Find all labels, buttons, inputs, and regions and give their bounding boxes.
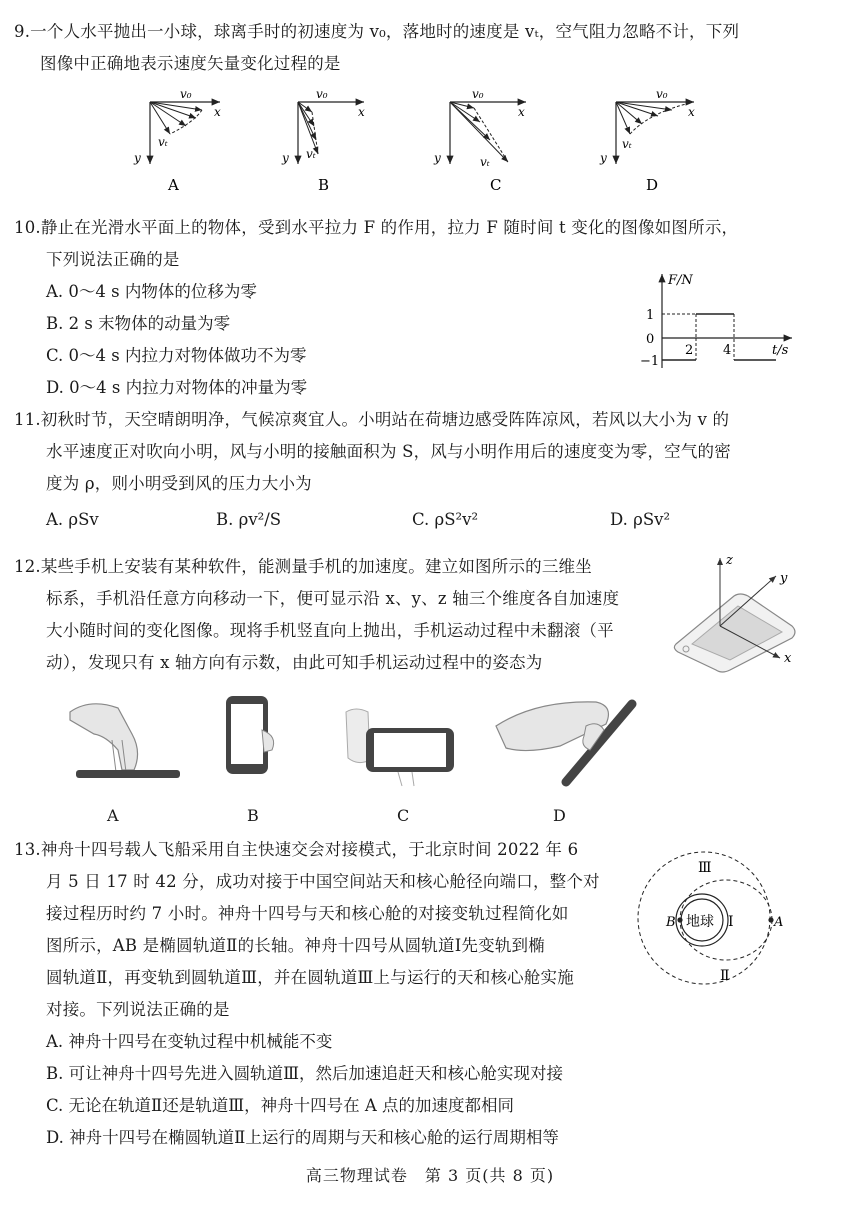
svg-text:x: x bbox=[688, 105, 695, 119]
hand-holding-flat-phone-icon bbox=[70, 704, 180, 778]
svg-text:2: 2 bbox=[685, 343, 694, 358]
svg-text:Ⅲ: Ⅲ bbox=[698, 860, 712, 876]
q12-pose-figures bbox=[50, 690, 710, 790]
svg-text:vₜ: vₜ bbox=[480, 155, 490, 169]
svg-text:Ⅱ: Ⅱ bbox=[720, 968, 730, 984]
svg-text:v₀: v₀ bbox=[656, 87, 668, 101]
q12-stem-line1: 12.某些手机上安装有某种软件，能测量手机的加速度。建立如图所示的三维坐 bbox=[14, 557, 592, 576]
q12-label-b[interactable]: B bbox=[247, 806, 259, 825]
q12-label-d[interactable]: D bbox=[553, 806, 566, 825]
q11-option-c[interactable]: C. ρS²v² bbox=[412, 510, 479, 529]
q9-figures bbox=[120, 86, 760, 198]
svg-text:B: B bbox=[318, 176, 330, 194]
q13-stem-line5: 圆轨道Ⅱ，再变轨到圆轨道Ⅲ，并在圆轨道Ⅲ上与运行的天和核心舱实施 bbox=[46, 968, 574, 987]
q12-stem-line2: 标系，手机沿任意方向移动一下，便可显示沿 x、y、z 轴三个维度各自加速度 bbox=[46, 589, 620, 608]
q11-option-b[interactable]: B. ρv²/S bbox=[216, 510, 282, 529]
q13-option-c[interactable]: C. 无论在轨道Ⅱ还是轨道Ⅲ，神舟十四号在 A 点的加速度都相同 bbox=[46, 1096, 515, 1115]
q13-option-b[interactable]: B. 可让神舟十四号先进入圆轨道Ⅲ，然后加速追赶天和核心舱实现对接 bbox=[46, 1064, 564, 1083]
q13-stem-line4: 图所示，AB 是椭圆轨道Ⅱ的长轴。神舟十四号从圆轨道Ⅰ先变轨到椭 bbox=[46, 936, 545, 955]
q12-stem-line4: 动），发现只有 x 轴方向有示数，由此可知手机运动过程中的姿态为 bbox=[46, 653, 543, 672]
svg-text:A: A bbox=[168, 176, 179, 194]
svg-text:B: B bbox=[666, 915, 676, 930]
svg-text:x: x bbox=[784, 651, 792, 666]
q10-option-a[interactable]: A. 0～4 s 内物体的位移为零 bbox=[46, 282, 257, 301]
q12-label-c[interactable]: C bbox=[397, 806, 410, 825]
q13-stem-line6: 对接。下列说法正确的是 bbox=[46, 1000, 230, 1019]
q10-option-b[interactable]: B. 2 s 末物体的动量为零 bbox=[46, 314, 231, 333]
q12-stem-line3: 大小随时间的变化图像。现将手机竖直向上抛出，手机运动过程中未翻滚（平 bbox=[46, 621, 614, 640]
q10-stem-line2: 下列说法正确的是 bbox=[46, 250, 180, 269]
svg-text:y: y bbox=[780, 571, 788, 586]
svg-text:A: A bbox=[774, 915, 784, 930]
q11-option-a[interactable]: A. ρSv bbox=[46, 510, 99, 529]
q12-label-a[interactable]: A bbox=[107, 806, 119, 825]
svg-text:y: y bbox=[134, 151, 141, 165]
q9-figure-a bbox=[133, 87, 221, 194]
svg-text:C: C bbox=[490, 176, 502, 194]
q12-phone-axes-figure bbox=[664, 548, 844, 678]
svg-text:vₜ: vₜ bbox=[158, 135, 168, 149]
svg-text:地球: 地球 bbox=[686, 914, 714, 930]
svg-text:Ⅰ: Ⅰ bbox=[728, 914, 734, 930]
svg-text:y: y bbox=[434, 151, 441, 165]
svg-text:y: y bbox=[282, 151, 289, 165]
q10-option-d[interactable]: D. 0～4 s 内拉力对物体的冲量为零 bbox=[46, 378, 308, 397]
q10-ylabel: F/N bbox=[668, 273, 693, 288]
hand-holding-tilted-phone-icon bbox=[496, 702, 632, 782]
q9-stem-line2: 图像中正确地表示速度矢量变化过程的是 bbox=[40, 54, 341, 73]
q13-stem-line1: 13.神舟十四号载人飞船采用自主快速交会对接模式，于北京时间 2022 年 6 bbox=[14, 840, 579, 859]
q9-figure-c bbox=[433, 87, 526, 194]
q13-option-d[interactable]: D. 神舟十四号在椭圆轨道Ⅱ上运行的周期与天和核心舱的运行周期相等 bbox=[46, 1128, 559, 1147]
svg-text:0: 0 bbox=[646, 332, 655, 347]
phone-icon bbox=[674, 594, 795, 672]
svg-text:v₀: v₀ bbox=[472, 87, 484, 101]
svg-text:vₜ: vₜ bbox=[622, 137, 632, 151]
q11-stem-line3: 度为 ρ，则小明受到风的压力大小为 bbox=[46, 474, 312, 493]
svg-text:v₀: v₀ bbox=[180, 87, 192, 101]
q10-force-time-chart bbox=[640, 268, 800, 378]
q10-option-c[interactable]: C. 0～4 s 内拉力对物体做功不为零 bbox=[46, 346, 307, 365]
q11-option-d[interactable]: D. ρSv² bbox=[610, 510, 671, 529]
svg-text:x: x bbox=[214, 105, 221, 119]
svg-text:x: x bbox=[518, 105, 525, 119]
q13-option-a[interactable]: A. 神舟十四号在变轨过程中机械能不变 bbox=[46, 1032, 333, 1051]
q9-figure-d bbox=[599, 87, 695, 194]
q11-stem-line1: 11.初秋时节，天空晴朗明净，气候凉爽宜人。小明站在荷塘边感受阵阵凉风，若风以大小为 v 的 bbox=[14, 410, 730, 429]
svg-text:x: x bbox=[358, 105, 365, 119]
upright-phone-icon bbox=[226, 696, 274, 774]
svg-text:−1: −1 bbox=[640, 354, 660, 369]
svg-text:y: y bbox=[600, 151, 607, 165]
q9-stem-line1: 9.一个人水平抛出一小球，球离手时的初速度为 v₀，落地时的速度是 vₜ，空气阻力忽略不计，下列 bbox=[14, 22, 740, 41]
q10-xlabel: t/s bbox=[772, 343, 789, 358]
svg-text:z: z bbox=[726, 553, 733, 568]
svg-text:4: 4 bbox=[723, 343, 732, 358]
svg-text:vₜ: vₜ bbox=[306, 147, 316, 161]
point-b bbox=[677, 917, 682, 922]
page-footer: 高三物理试卷 第 3 页(共 8 页) bbox=[305, 1166, 555, 1185]
q13-orbit-diagram bbox=[632, 842, 782, 994]
landscape-phone-icon bbox=[346, 709, 454, 786]
q13-stem-line2: 月 5 日 17 时 42 分，成功对接于中国空间站天和核心舱径向端口，整个对 bbox=[46, 872, 600, 891]
point-a bbox=[768, 917, 773, 922]
svg-text:D: D bbox=[646, 176, 659, 194]
q13-stem-line3: 接过程历时约 7 小时。神舟十四号与天和核心舱的对接变轨过程简化如 bbox=[46, 904, 569, 923]
svg-text:v₀: v₀ bbox=[316, 87, 328, 101]
q9-figure-b bbox=[281, 87, 365, 194]
svg-text:1: 1 bbox=[646, 308, 655, 323]
q10-stem-line1: 10.静止在光滑水平面上的物体，受到水平拉力 F 的作用，拉力 F 随时间 t 变化的图像如图所示， bbox=[14, 218, 739, 237]
q11-stem-line2: 水平速度正对吹向小明，风与小明的接触面积为 S，风与小明作用后的速度变为零，空气的密 bbox=[46, 442, 731, 461]
